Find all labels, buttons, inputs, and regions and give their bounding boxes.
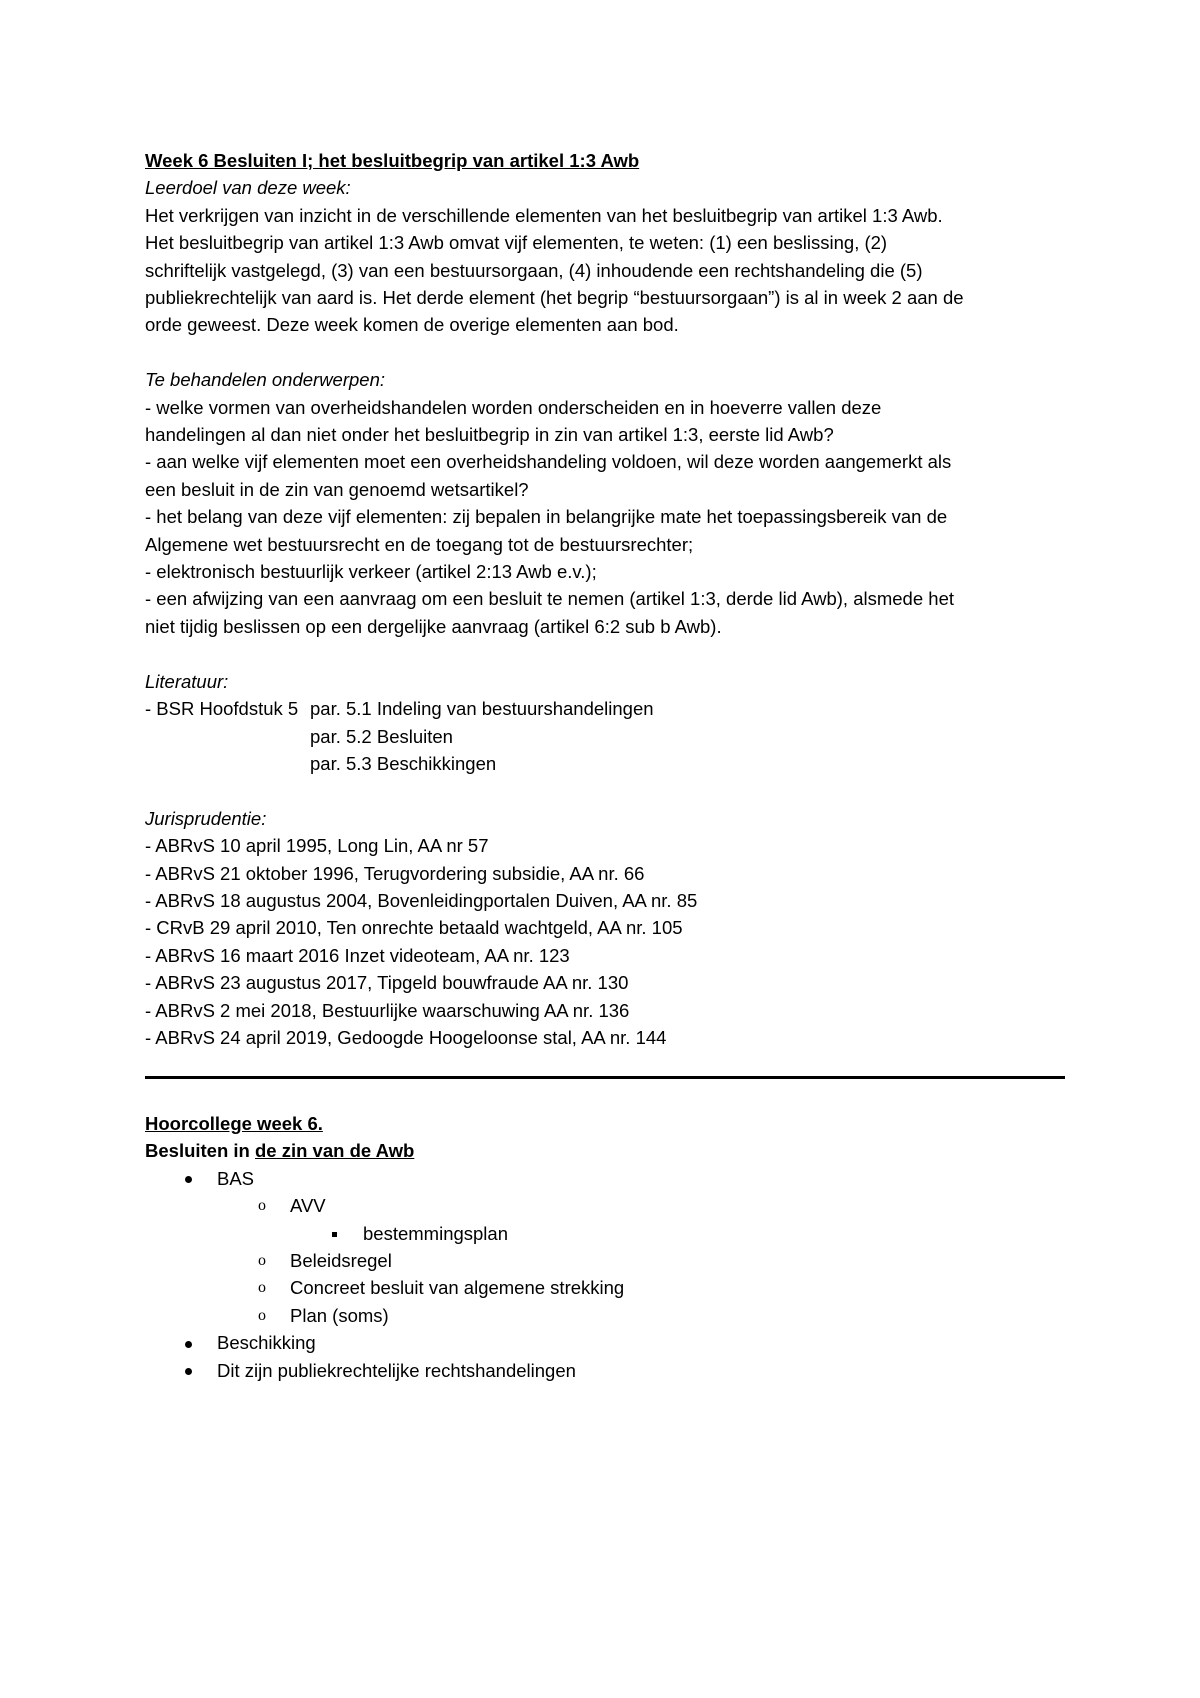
list-item [145, 1165, 1065, 1192]
lecture-subtitle [145, 1137, 1065, 1164]
horizontal-divider [145, 1076, 1065, 1079]
list-item-text: bestemmingsplan [363, 1222, 508, 1244]
circle-bullet-icon: o [258, 1252, 266, 1270]
list-line: Algemene wet bestuursrecht en de toegang tot de bestuursrechter; [145, 533, 694, 555]
literatuur-item: par. 5.2 Besluiten [310, 725, 453, 747]
list-line: niet tijdig beslissen op een dergelijke aanvraag (artikel 6:2 sub b Awb). [145, 615, 722, 637]
list-line: een besluit in de zin van genoemd wetsartikel? [145, 478, 529, 500]
paragraph-line: orde geweest. Deze week komen de overige elementen aan bod. [145, 314, 679, 336]
case-item: - ABRvS 18 augustus 2004, Bovenleidingportalen Duiven, AA nr. 85 [145, 889, 698, 911]
list-item-text: AVV [290, 1195, 326, 1217]
list-line: - een afwijzing van een aanvraag om een besluit te nemen (artikel 1:3, derde lid Awb), alsmede het [145, 588, 954, 610]
list-item [145, 1302, 1065, 1329]
week-overview-section [145, 147, 1065, 1051]
list-line: - het belang van deze vijf elementen: zij bepalen in belangrijke mate het toepassingsbereik van de [145, 506, 948, 528]
literatuur-label: Literatuur: [145, 670, 229, 692]
literatuur-item: par. 5.3 Beschikkingen [310, 752, 497, 774]
jurisprudentie-list [145, 832, 1065, 1051]
list-item [145, 1247, 1065, 1274]
leerdoel-paragraph [145, 202, 1065, 339]
list-item-text: BAS [217, 1167, 255, 1189]
spacer [145, 339, 1065, 366]
paragraph-line: Het besluitbegrip van artikel 1:3 Awb omvat vijf elementen, te weten: (1) een beslissing, (2) [145, 232, 888, 254]
literatuur-item: par. 5.1 Indeling van bestuurshandelingen [310, 698, 654, 720]
list-line: handelingen al dan niet onder het besluitbegrip in zin van artikel 1:3, eerste lid Awb? [145, 424, 834, 446]
spacer [145, 777, 1065, 804]
list-item-text: Concreet besluit van algemene strekking [290, 1277, 625, 1299]
jurisprudentie-label: Jurisprudentie: [145, 807, 267, 829]
lecture-title: Hoorcollege week 6. [145, 1113, 323, 1134]
case-item: - ABRvS 24 april 2019, Gedoogde Hoogeloonse stal, AA nr. 144 [145, 1026, 667, 1048]
onderwerpen-label: Te behandelen onderwerpen: [145, 369, 386, 391]
square-bullet-icon [332, 1220, 337, 1247]
section-title: Week 6 Besluiten I; het besluitbegrip van artikel 1:3 Awb [145, 150, 640, 171]
bullet-icon [185, 1329, 192, 1356]
circle-bullet-icon: o [258, 1279, 266, 1297]
list-item-text: Beleidsregel [290, 1250, 392, 1272]
case-item: - ABRvS 2 mei 2018, Bestuurlijke waarschuwing AA nr. 136 [145, 999, 630, 1021]
subtitle-underlined: de zin van de Awb [255, 1140, 415, 1162]
spacer [145, 640, 1065, 667]
list-item [145, 1357, 1065, 1384]
onderwerpen-list [145, 394, 1065, 641]
list-item [145, 1274, 1065, 1301]
list-item [145, 1329, 1065, 1356]
paragraph-line: schriftelijk vastgelegd, (3) van een bestuursorgaan, (4) inhoudende een rechtshandeling die (5) [145, 259, 923, 281]
list-line: - elektronisch bestuurlijk verkeer (artikel 2:13 Awb e.v.); [145, 561, 597, 583]
leerdoel-label: Leerdoel van deze week: [145, 177, 351, 199]
subtitle-prefix: Besluiten in [145, 1140, 255, 1162]
case-item: - CRvB 29 april 2010, Ten onrechte betaald wachtgeld, AA nr. 105 [145, 917, 683, 939]
case-item: - ABRvS 21 oktober 1996, Terugvordering subsidie, AA nr. 66 [145, 862, 645, 884]
list-item-text: Plan (soms) [290, 1304, 389, 1326]
bullet-icon [185, 1165, 192, 1192]
literatuur-source: - BSR Hoofdstuk 5 [145, 698, 299, 720]
list-line: - welke vormen van overheidshandelen worden onderscheiden en in hoeverre vallen deze [145, 396, 882, 418]
list-item-text: Dit zijn publiekrechtelijke rechtshandelingen [217, 1359, 576, 1381]
circle-bullet-icon: o [258, 1197, 266, 1215]
list-item [145, 1220, 1065, 1247]
literatuur-row [145, 695, 1065, 722]
list-item [145, 1192, 1065, 1219]
paragraph-line: Het verkrijgen van inzicht in de verschillende elementen van het besluitbegrip van artikel 1:3 Awb. [145, 204, 943, 226]
case-item: - ABRvS 23 augustus 2017, Tipgeld bouwfraude AA nr. 130 [145, 972, 629, 994]
list-line: - aan welke vijf elementen moet een overheidshandeling voldoen, wil deze worden aangemerkt als [145, 451, 952, 473]
list-item-text: Beschikking [217, 1332, 316, 1354]
paragraph-line: publiekrechtelijk van aard is. Het derde element (het begrip “bestuursorgaan”) is al in week 2 aan de [145, 287, 964, 309]
lecture-notes-section [145, 1110, 1065, 1384]
case-item: - ABRvS 10 april 1995, Long Lin, AA nr 57 [145, 835, 489, 857]
bullet-icon [185, 1357, 192, 1384]
circle-bullet-icon: o [258, 1306, 266, 1324]
case-item: - ABRvS 16 maart 2016 Inzet videoteam, AA nr. 123 [145, 944, 570, 966]
